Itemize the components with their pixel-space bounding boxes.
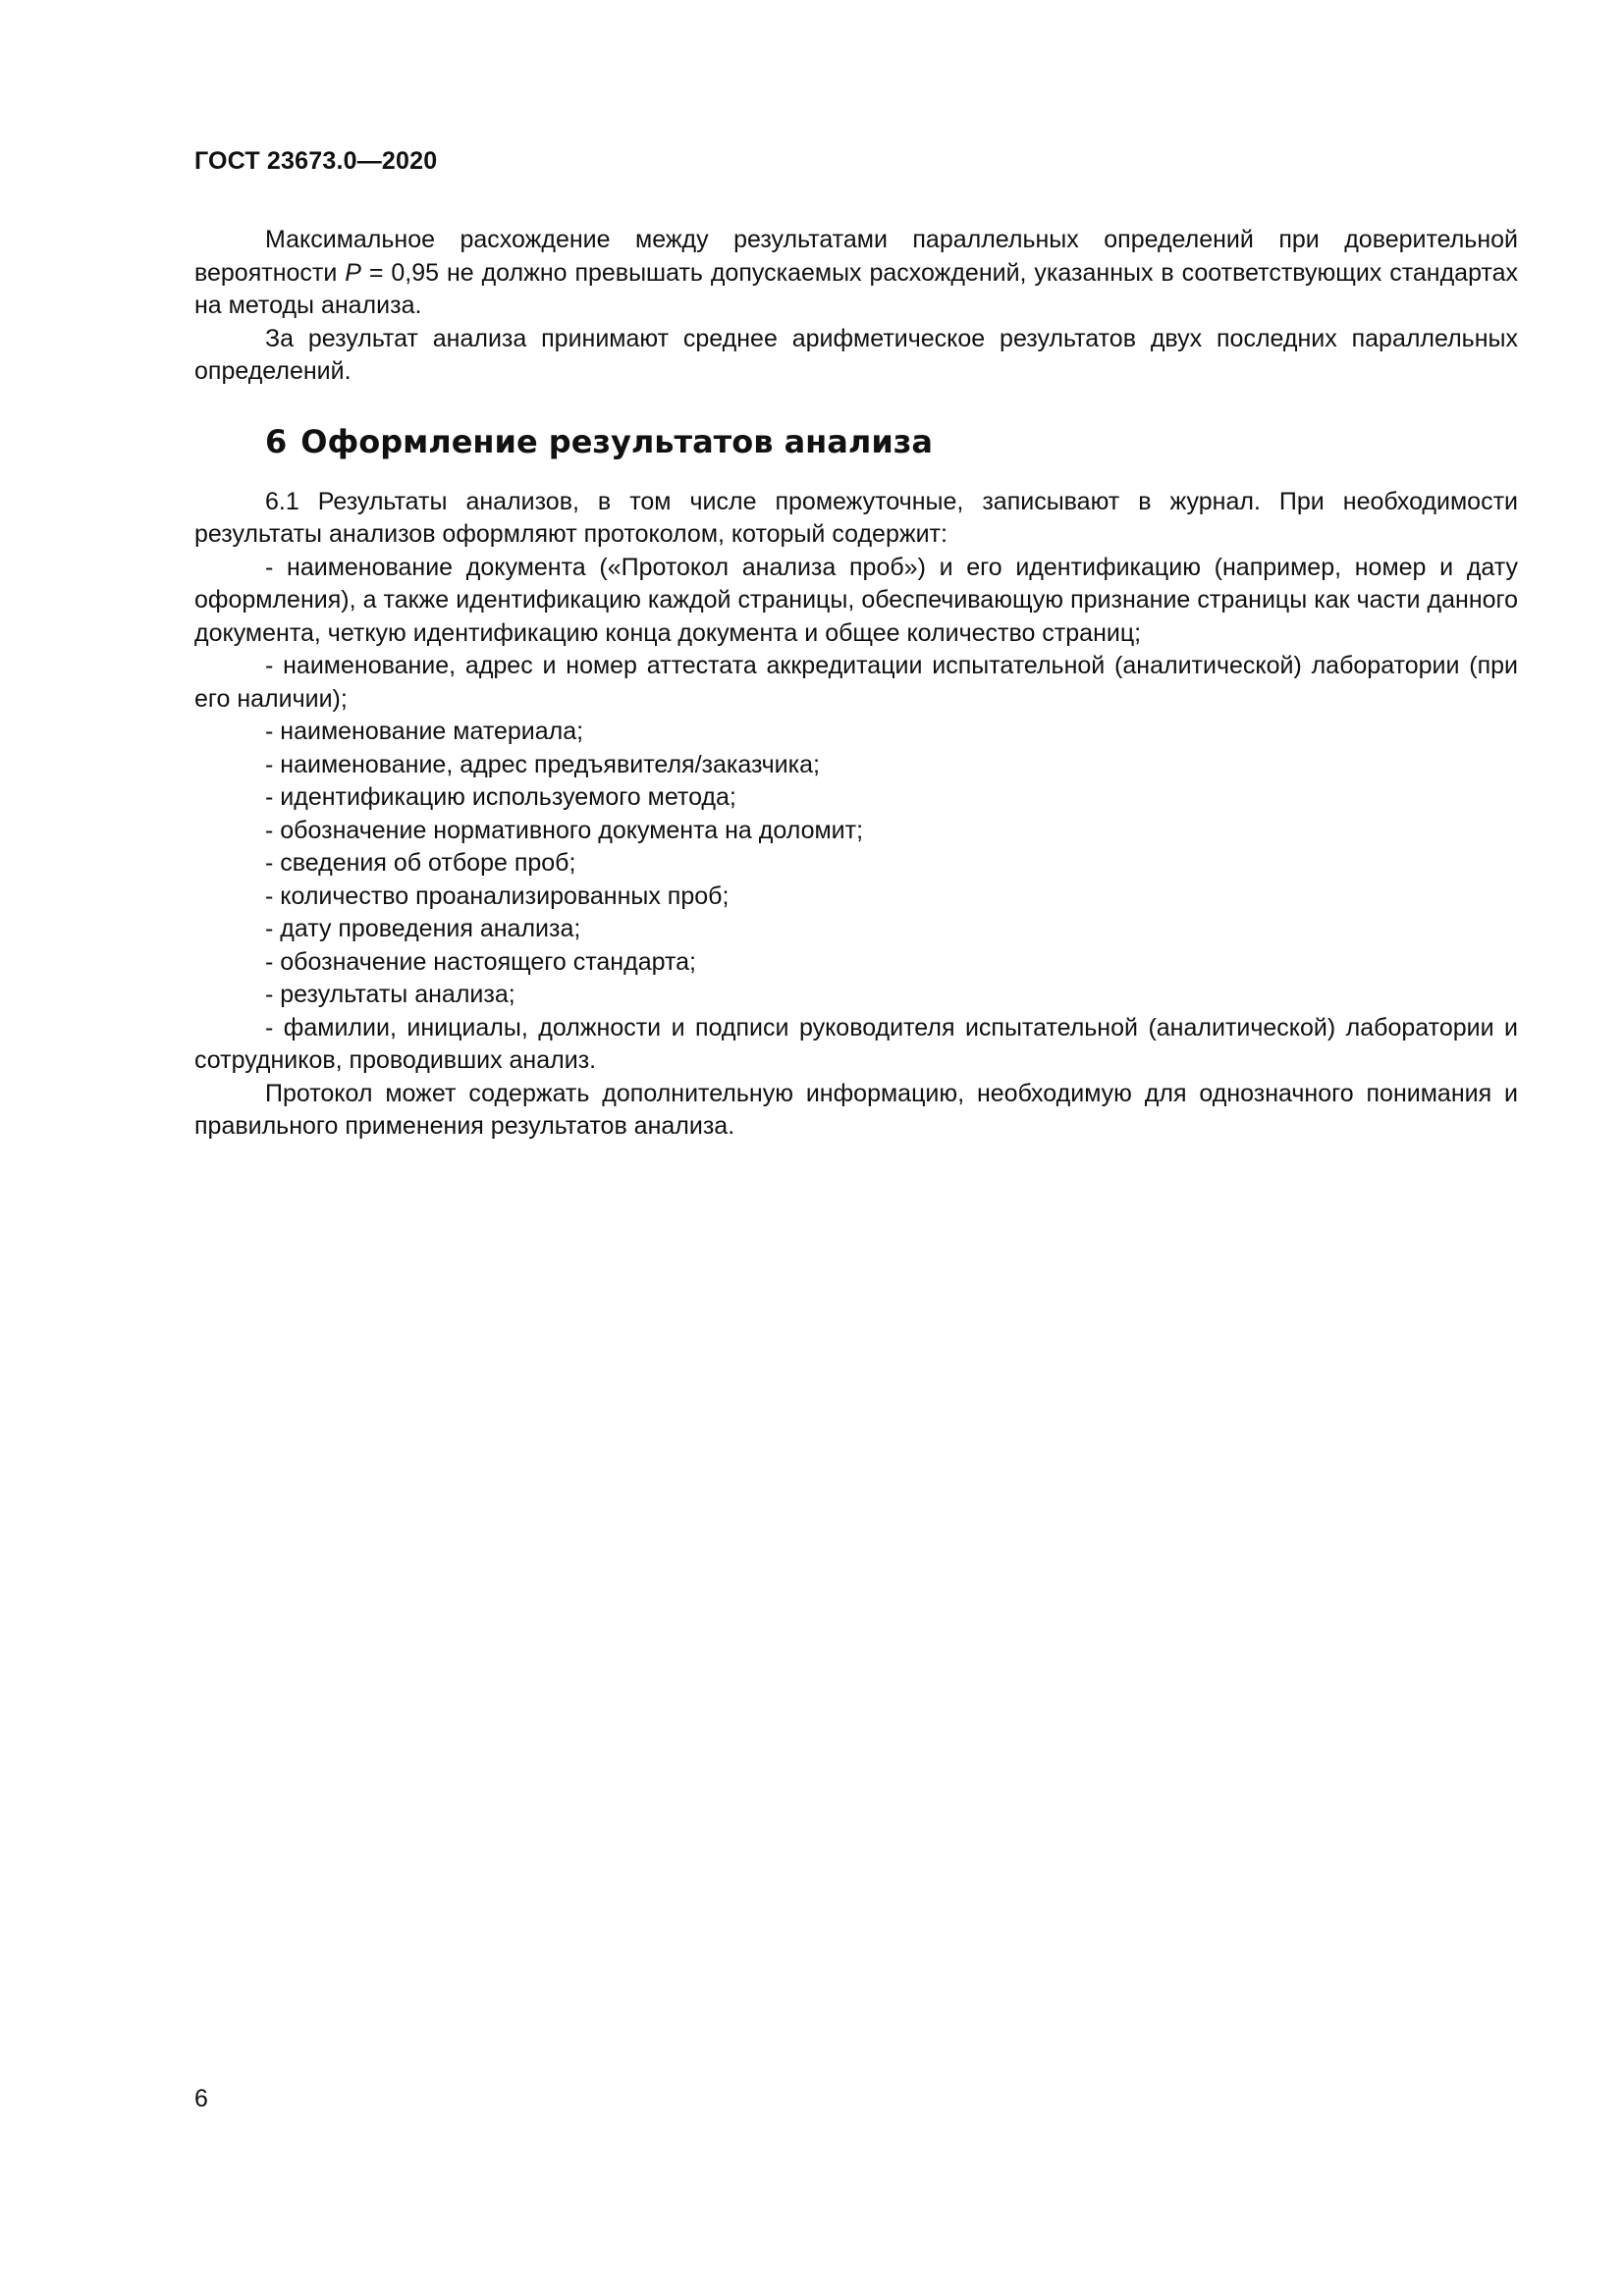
closing-paragraph: Протокол может содержать дополнительную информацию, необходимую для однозначного понимания и правильного применения результатов анализа. [194,1079,1518,1140]
list-item: - идентификацию используемого метода; [265,783,736,811]
section-title: Оформление результатов анализа [300,422,933,460]
document-code-header: ГОСТ 23673.0—2020 [194,147,438,175]
list-item: - наименование, адрес предъявителя/заказчика; [265,750,820,778]
section-heading [265,421,1518,462]
intro-paragraph-2: За результат анализа принимают среднее арифметическое результатов двух последних параллельных определений. [194,324,1518,385]
list-item: - количество проанализированных проб; [265,881,730,910]
list-item: - наименование, адрес и номер аттестата аккредитации испытательной (аналитической) лаборатории (при его наличии); [194,652,1518,713]
clause-6-1-intro: 6.1 Результаты анализов, в том числе промежуточные, записывают в журнал. При необходимости результаты анализов оформляют протоколом, который содержит: [194,487,1518,548]
list-item: - наименование материала; [265,718,584,745]
page-content [194,224,1518,1144]
list-item: - дату проведения анализа; [265,915,581,942]
intro-p1-text-start: Максимальное расхождение между результатами параллельных определений при доверительной вероятности [194,226,1518,287]
probability-variable: P [345,258,361,287]
list-item: - сведения об отборе проб; [265,849,576,877]
intro-paragraph-1 [194,224,1518,323]
intro-p1-text-end: 0,95 не должно превышать допускаемых расхождений, указанных в соответствующих стандартах на методы анализа. [194,258,1518,319]
list-item: - обозначение нормативного документа на доломит; [265,816,864,844]
equals-sign: = [360,258,392,287]
list-item: - результаты анализа; [265,981,515,1008]
protocol-contents-list [194,552,1518,1078]
list-item: - наименование документа («Протокол анализа проб») и его идентификацию (например, номер и дату оформления), а также идентификацию каждой страницы, обеспечивающую признание страницы как части данного документа, четкую идентификацию конца документа и общее количество страниц; [194,553,1518,647]
list-item: - фамилии, инициалы, должности и подписи руководителя испытательной (аналитической) лаборатории и сотрудников, проводивших анализ. [194,1013,1518,1074]
page-number: 6 [194,2085,208,2112]
section-number: 6 [265,422,288,460]
list-item: - обозначение настоящего стандарта; [265,947,696,976]
